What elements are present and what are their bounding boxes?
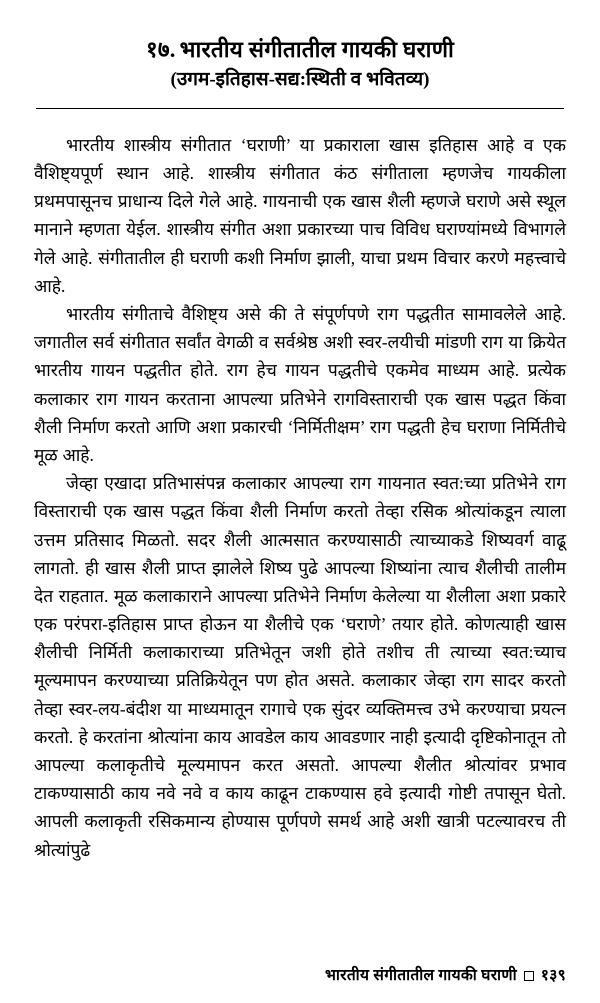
chapter-number: १७. [145,37,176,62]
page-subtitle: (उगम-इतिहास-सद्य:स्थिती व भवितव्य) [170,69,430,91]
page-footer [34,963,566,985]
square-bullet-icon [524,971,534,981]
paragraph: भारतीय शास्त्रीय संगीतात ‘घराणी’ या प्रकाराला खास इतिहास आहे व एक वैशिष्ट्यपूर्ण स्थान आहे. शास्त्रीय संगीतात कंठ संगीताला म्हणजेच गायकीला प्रथमपासूनच प्राधान्य दिले गेले आहे. गायनाची एक खास शैली म्हणजे घराणे असे स्थूल मानाने म्हणता येईल. शास्त्रीय संगीत अशा प्रकारच्या पाच विविध घराण्यांमध्ये विभागले गेले आहे. संगीतातील ही घराणी कशी निर्माण झाली, याचा प्रथम विचार करणे महत्त्वाचे आहे. [34,134,566,296]
title-block [34,36,566,92]
footer-running-title: भारतीय संगीतातील गायकी घराणी [324,967,517,984]
footer-page-number: १३९ [540,967,566,984]
paragraph: जेव्हा एखादा प्रतिभासंपन्न कलाकार आपल्या राग गायनात स्वत:च्या प्रतिभेने राग विस्ताराची एक खास पद्धत किंवा शैली निर्माण करतो तेव्हा रसिक श्रोत्यांकडून त्याला उत्तम प्रतिसाद मिळतो. सदर शैली आत्मसात करण्यासाठी त्याच्याकडे शिष्यवर्ग वाढू लागतो. ही खास शैली प्राप्त झालेले शिष्य पुढे आपल्या शिष्यांना त्याच शैलीची तालीम देत राहतात. मूळ कलाकाराने आपल्या प्रतिभेने निर्माण केलेल्या या शैलीला अशा प्रकारे एक परंपरा-इतिहास प्राप्त होऊन या शैलीचे एक ‘घराणे’ तयार होते. कोणत्याही खास शैलीची निर्मिती कलाकाराच्या प्रतिभेतून जशी होते तशीच ती त्याच्या स्वत:च्याच मूल्यमापन करण्याच्या प्रतिक्रियेतून पण होत असते. कलाकार जेव्हा राग सादर करतो तेव्हा स्वर-लय-बंदीश या माध्यमातून रागाचे एक सुंदर व्यक्तिमत्त्व उभे करण्याचा प्रयत्न करतो. हे करतांना श्रोत्यांना काय आवडेल काय आवडणार नाही इत्यादी दृष्टिकोनातून तो आपल्या कलाकृतीचे मूल्यमापन करत असतो. आपल्या शैलीत श्रोत्यांवर प्रभाव टाकण्यासाठी काय नवे नवे व काय काढून टाकण्यास हवे इत्यादी गोष्टी तपासून घेतो. आपली कलाकृती रसिकमान्य होण्यास पूर्णपणे समर्थ आहे अशी खात्री पटल्यावरच ती श्रोत्यांपुढे [34,473,566,860]
chapter-heading [34,36,566,64]
body-text [34,131,566,864]
paragraph: भारतीय संगीताचे वैशिष्ट्य असे की ते संपूर्णपणे राग पद्धतीत सामावलेले आहे. जगातील सर्व संगीतात सर्वांत वेगळी व सर्वश्रेष्ठ अशी स्वर-लयीची मांडणी राग या क्रियेत भारतीय गायन पद्धतीत होते. राग हेच गायन पद्धतीचे एकमेव माध्यम आहे. प्रत्येक कलाकार राग गायन करताना आपल्या प्रतिभेने रागविस्ताराची एक खास पद्धत किंवा शैली निर्माण करतो आणि अशा प्रकारची ‘निर्मितीक्षम’ राग पद्धती हेच घराणा निर्मितीचे मूळ आहे. [34,304,566,465]
page-title: भारतीय संगीतातील गायकी घराणी [179,37,454,62]
header-divider [36,108,564,109]
